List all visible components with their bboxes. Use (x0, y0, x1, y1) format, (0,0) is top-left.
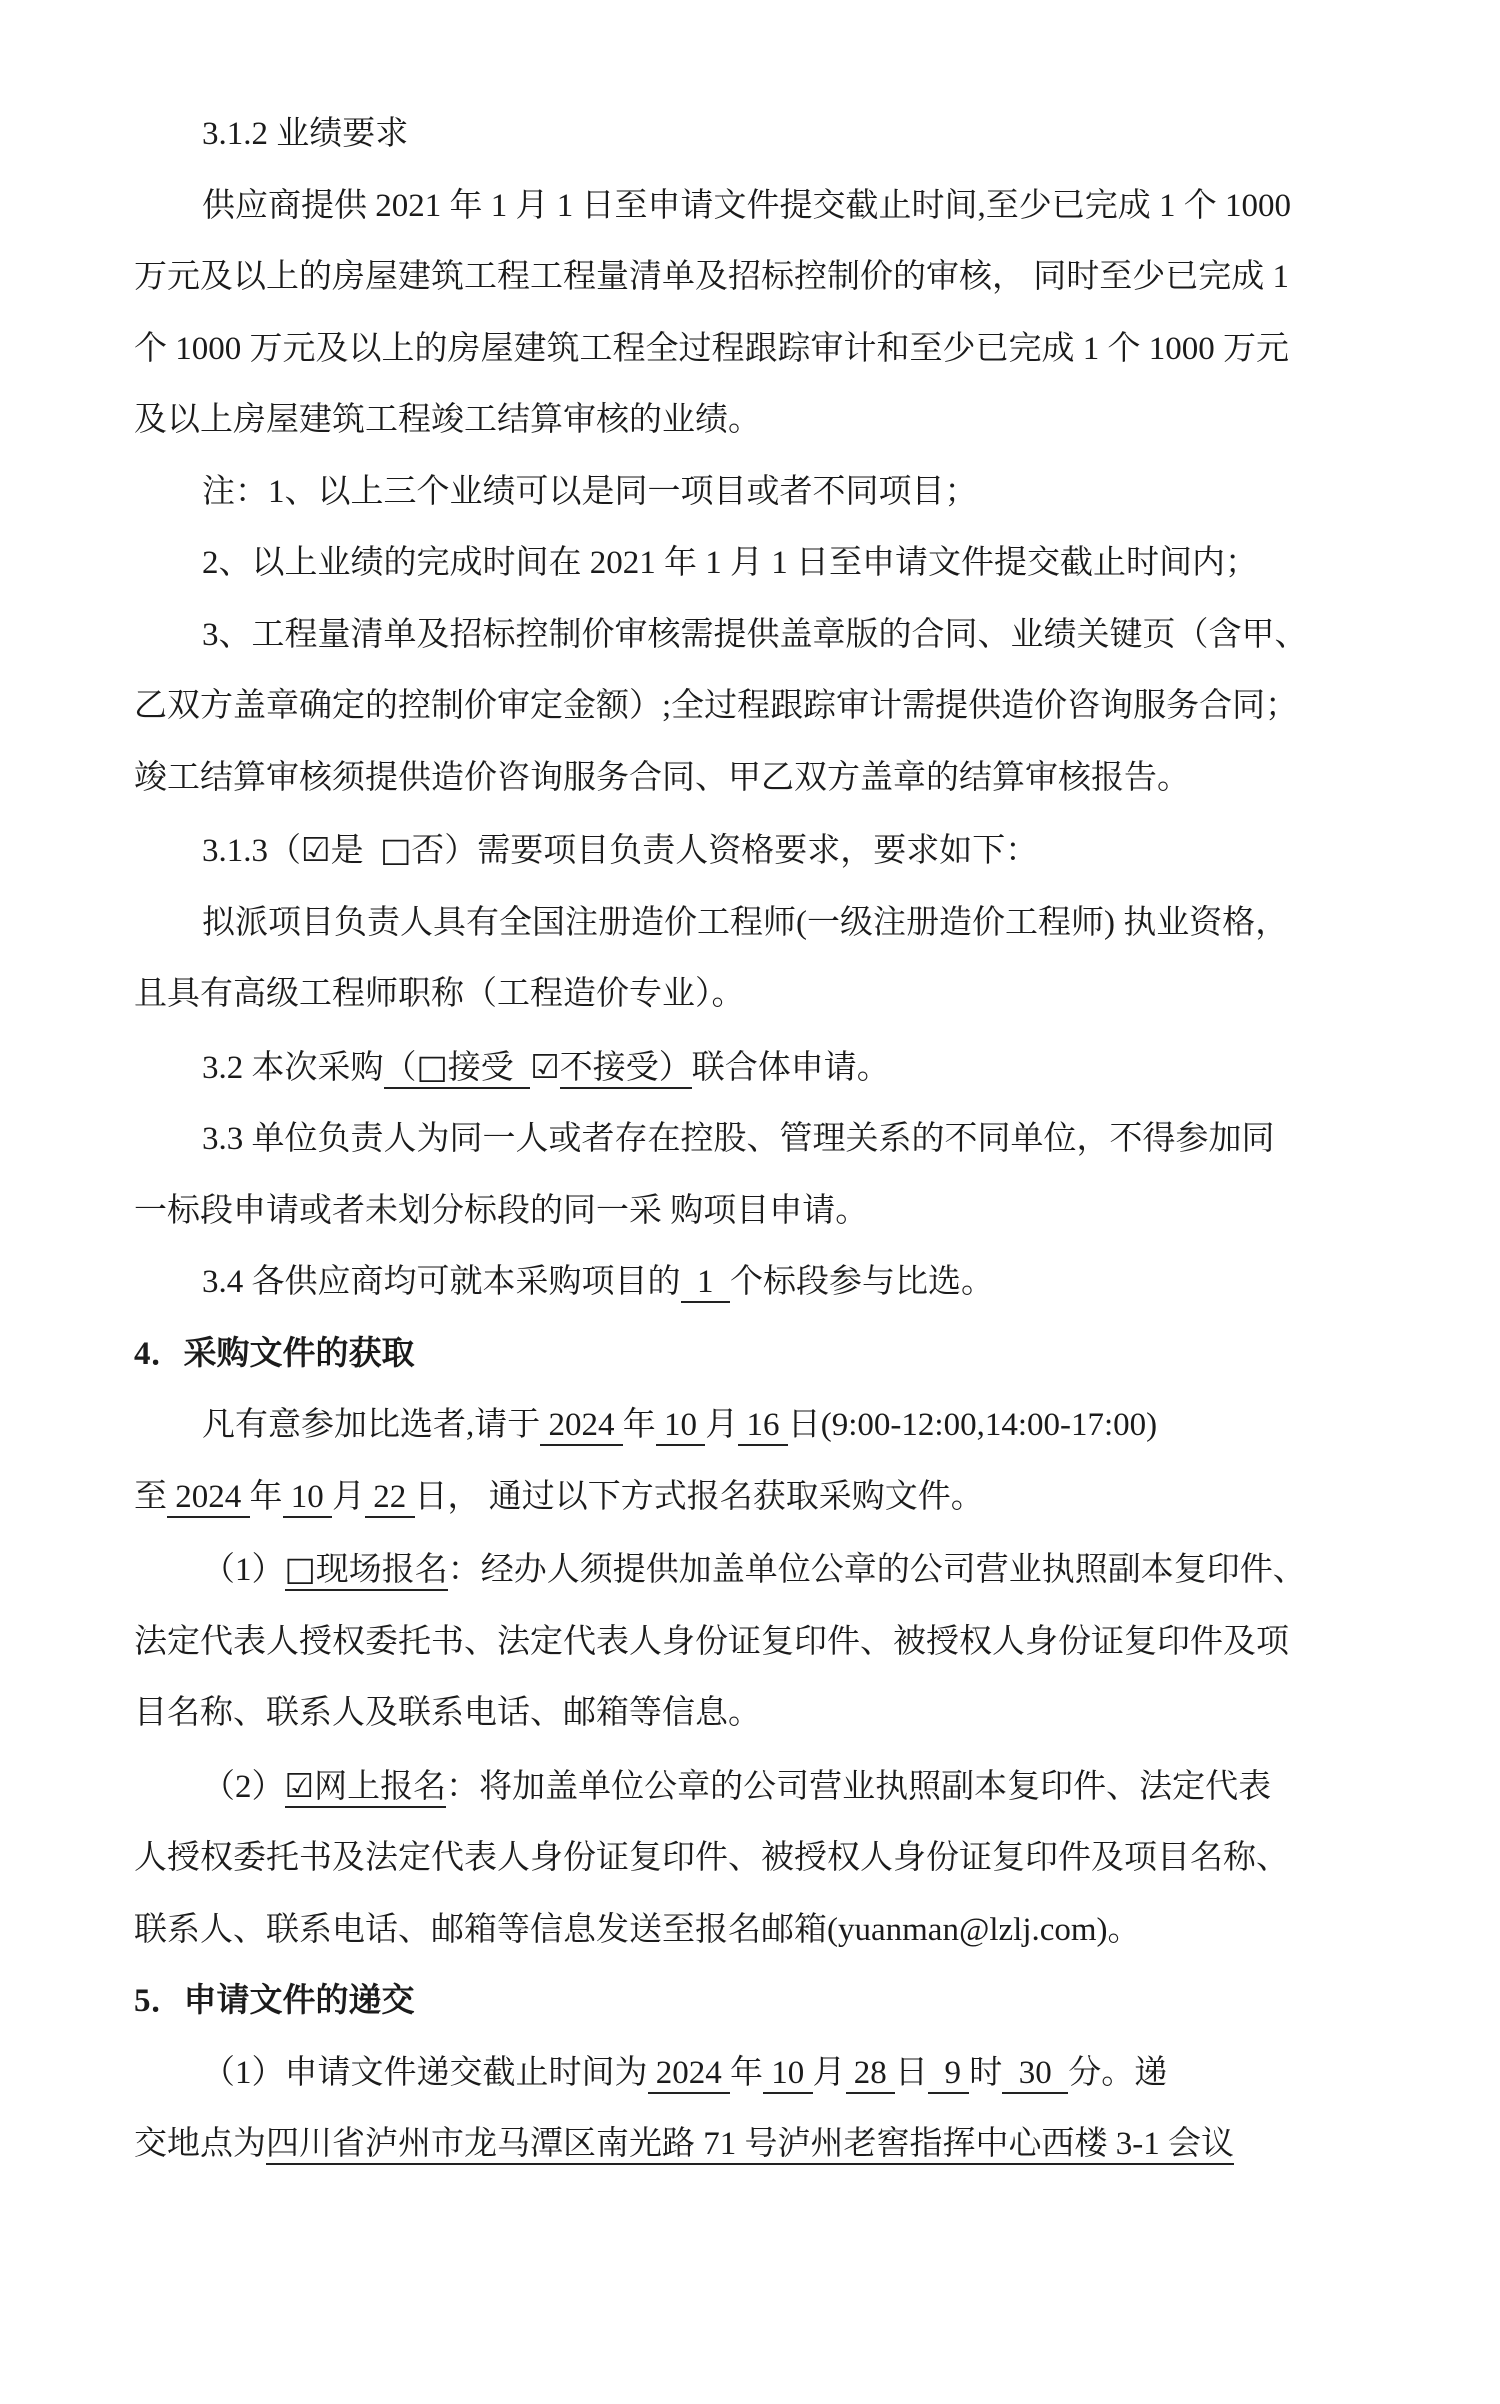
checkbox-unchecked-icon: □ (417, 1047, 448, 1089)
section-heading (134, 1319, 1430, 1391)
checkbox-checked-icon: ☑ (301, 830, 331, 869)
field-lot-count: 1 (681, 1264, 731, 1303)
document-line (134, 888, 1430, 960)
document-line (134, 99, 1430, 171)
document-line (134, 1104, 1430, 1176)
document-line (134, 814, 1430, 888)
document-line (134, 528, 1430, 600)
document-line (134, 2109, 1430, 2181)
text-run: 一标段申请或者未划分标段的同一采 购项目申请。 (134, 1192, 869, 1229)
checkbox-unchecked-icon: □ (380, 830, 412, 869)
text-run: 否）需要项目负责人资格要求，要求如下： (411, 833, 1039, 869)
text-run: 日(9:00-12:00,14:00-17:00) (787, 1407, 1158, 1443)
text-run: 交地点为 (134, 2126, 266, 2162)
checkbox-unchecked-icon: □ (285, 1549, 316, 1591)
field-deadline-hour: 9 (928, 2055, 969, 2094)
field-registration-method-online: 网上报名 (314, 1769, 446, 1808)
text-run: ：将加盖单位公章的公司营业执照副本复印件、法定代表 (446, 1768, 1272, 1805)
field-obtain-start-year: 2024 (540, 1407, 623, 1446)
field-deadline-year: 2024 (648, 2055, 731, 2094)
text-run: 日 (895, 2054, 928, 2091)
field-deadline-month: 10 (763, 2055, 813, 2094)
text-run: 月 (705, 1407, 739, 1443)
field-submission-address: 四川省泸州市龙马潭区南光路 71 号泸州老窖指挥中心西楼 3-1 会议 (266, 2126, 1234, 2165)
text-run: 3.4 各供应商均可就本采购项目的 (202, 1264, 681, 1300)
text-run: 月 (812, 2054, 846, 2091)
document-line (134, 671, 1430, 743)
text-run: 5．申请文件的递交 (134, 1983, 415, 2019)
text-run: 个标段参与比选。 (730, 1264, 994, 1300)
text-run: 个 1000 万元及以上的房屋建筑工程全过程跟踪审计和至少已完成 1 个 1000 万元 (134, 330, 1289, 367)
text-run: 供应商提供 2021 年 1 月 1 日至申请文件提交截止时间,至少已完成 1 个 1000 (202, 187, 1291, 224)
text-run: 不接受） (560, 1050, 692, 1089)
document-line (134, 1247, 1430, 1319)
text-run: 乙双方盖章确定的控制价审定金额）;全过程跟踪审计需提供造价咨询服务合同； (134, 688, 1299, 724)
document-line (134, 1390, 1430, 1462)
text-run: 拟派项目负责人具有全国注册造价工程师(一级注册造价工程师) 执业资格， (202, 904, 1289, 941)
document-line (134, 2038, 1430, 2110)
text-run: 至 (134, 1478, 167, 1515)
text-run: 人授权委托书及法定代表人身份证复印件、被授权人身份证复印件及项目名称、 (134, 1840, 1289, 1876)
document-line (134, 1176, 1430, 1248)
text-run: 及以上房屋建筑工程竣工结算审核的业绩。 (134, 402, 761, 438)
checkbox-checked-icon: ☑ (530, 1046, 560, 1086)
text-run: 3.1.2 业绩要求 (202, 116, 409, 152)
text-run: 年 (730, 2054, 763, 2091)
text-run: 竣工结算审核须提供造价咨询服务合同、甲乙双方盖章的结算审核报告。 (134, 759, 1190, 796)
section-heading (134, 1966, 1430, 2038)
document-line (134, 1462, 1430, 1534)
document-line (134, 385, 1430, 457)
text-run: 分。递 (1068, 2054, 1168, 2091)
text-run: 3.2 本次采购 (202, 1049, 384, 1086)
text-run: ：经办人须提供加盖单位公章的公司营业执照副本复印件、 (447, 1552, 1306, 1588)
text-run: 接受 (448, 1050, 531, 1089)
text-run: （2） (202, 1768, 285, 1805)
document-line (134, 242, 1430, 314)
document-line (134, 1823, 1430, 1895)
text-run: 4．采购文件的获取 (134, 1335, 415, 1372)
text-run: 法定代表人授权委托书、法定代表人身份证复印件、被授权人身份证复印件及项 (134, 1623, 1289, 1660)
field-consortium-option: （ (384, 1050, 417, 1089)
checkbox-checked-icon: ☑ (285, 1766, 315, 1808)
field-obtain-end-day: 22 (365, 1479, 415, 1518)
document-line (134, 171, 1430, 243)
text-run: 日， 通过以下方式报名获取采购文件。 (414, 1478, 984, 1515)
text-run: 3、工程量清单及招标控制价审核需提供盖章版的合同、业绩关键页（含甲、 (202, 616, 1308, 653)
field-registration-method-onsite: 现场报名 (316, 1552, 448, 1591)
text-run: 注：1、以上三个业绩可以是同一项目或者不同项目； (202, 473, 978, 510)
text-run: 万元及以上的房屋建筑工程工程量清单及招标控制价的审核， 同时至少已完成 1 (134, 259, 1289, 295)
document-line (134, 314, 1430, 386)
field-obtain-start-day: 16 (738, 1407, 788, 1446)
field-deadline-day: 28 (846, 2055, 896, 2094)
text-run: 联合体申请。 (691, 1049, 890, 1086)
text-run: 月 (332, 1478, 365, 1515)
text-run: 联系人、联系电话、邮箱等信息发送至报名邮箱(yuanman@lzlj.com)。 (134, 1911, 1141, 1948)
text-run: 年 (622, 1407, 656, 1443)
document-line (134, 1607, 1430, 1679)
field-deadline-minute: 30 (1002, 2055, 1068, 2094)
document-line (134, 959, 1430, 1031)
document-line (134, 1678, 1430, 1750)
text-run: 且具有高级工程师职称（工程造价专业）。 (134, 976, 745, 1012)
text-run: （1） (202, 1552, 285, 1588)
field-obtain-start-month: 10 (656, 1407, 706, 1446)
text-run: （1）申请文件递交截止时间为 (202, 2054, 648, 2091)
document-line (134, 600, 1430, 672)
text-run: 是 (330, 833, 381, 869)
text-run: 3.3 单位负责人为同一人或者存在控股、管理关系的不同单位，不得参加同 (202, 1121, 1275, 1157)
text-run: 3.1.3（ (202, 833, 301, 869)
document-line (134, 1750, 1430, 1824)
document-line (134, 1031, 1430, 1105)
text-run: 目名称、联系人及联系电话、邮箱等信息。 (134, 1695, 761, 1731)
document-line (134, 1533, 1430, 1607)
field-obtain-end-month: 10 (283, 1479, 333, 1518)
field-obtain-end-year: 2024 (167, 1479, 250, 1518)
text-run: 2、以上业绩的完成时间在 2021 年 1 月 1 日至申请文件提交截止时间内； (202, 545, 1258, 581)
text-run: 时 (969, 2054, 1003, 2091)
text-run: 凡有意参加比选者,请于 (202, 1407, 541, 1443)
text-run: 年 (249, 1478, 283, 1515)
document-line (134, 743, 1430, 815)
document-line (134, 1895, 1430, 1967)
document-line (134, 457, 1430, 529)
